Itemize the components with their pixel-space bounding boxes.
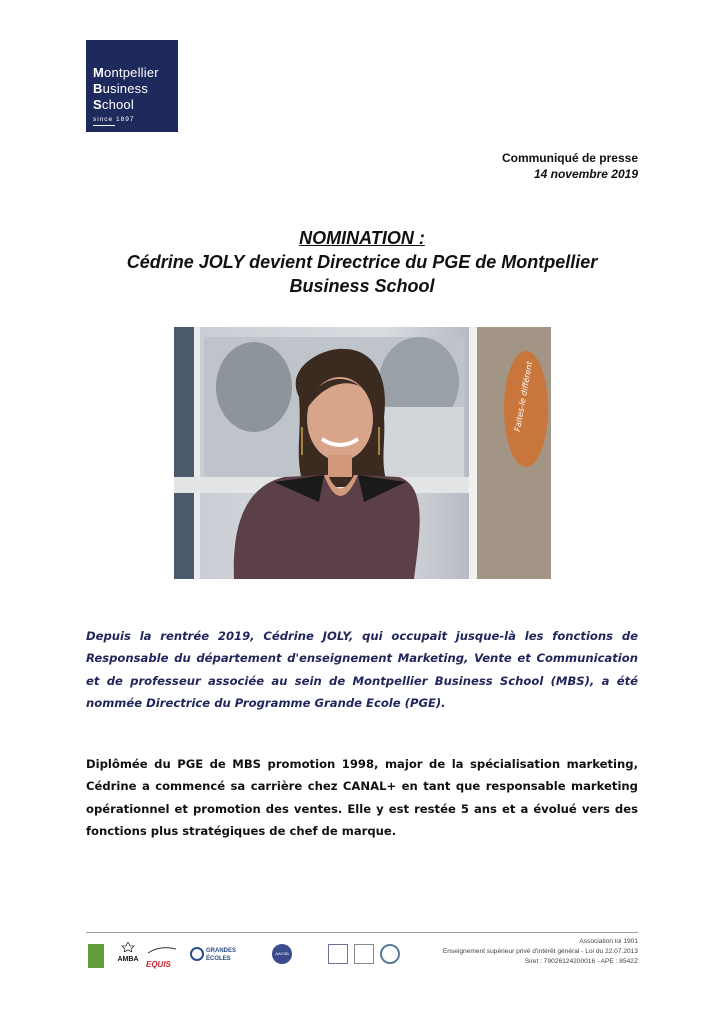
legal-line-2: Enseignement supérieur privé d'intérêt général - Loi du 22.07.2013 xyxy=(442,948,638,955)
legal-line-1: Association loi 1901 xyxy=(579,938,638,945)
logo-since: since 1897 xyxy=(93,116,135,123)
legal-line-3: Siret : 79026124200016 - APE : 8542Z xyxy=(524,958,638,965)
press-header xyxy=(502,150,638,182)
equis-logo xyxy=(146,942,180,968)
accreditation-logo-5 xyxy=(354,944,374,964)
title-line-3: Business School xyxy=(289,276,435,296)
intro-paragraph: Depuis la rentrée 2019, Cédrine JOLY, qui occupait jusque-là les fonctions de Responsable du département d'enseignement Marketing, Vente et Communication et de professeur associée au sein de Montpellier Business School (MBS), a été nommée Directrice du Programme Grande Ecole (PGE). xyxy=(86,628,638,711)
logo-line-3: School xyxy=(93,97,134,112)
accreditation-logo-6 xyxy=(380,944,400,964)
title-line-2: Cédrine JOLY devient Directrice du PGE de Montpellier xyxy=(126,252,598,272)
cge-emblem-icon xyxy=(190,947,204,961)
logo-underline xyxy=(93,125,115,126)
sign-text: Faites-le différent xyxy=(512,360,535,433)
equis-swoosh-icon xyxy=(146,943,180,955)
aacsb-logo: AACSB xyxy=(272,944,292,964)
cge-logo xyxy=(190,944,242,968)
portrait-photo xyxy=(174,327,551,579)
logo-line-2: Business xyxy=(93,81,149,96)
doc-date: 14 novembre 2019 xyxy=(533,167,638,181)
cge-text-line-1: GRANDES xyxy=(206,948,237,954)
career-paragraph: Diplômée du PGE de MBS promotion 1998, major de la spécialisation marketing, Cédrine a commencé sa carrière chez CANAL+ en tant que responsable marketing opérationnel et promotion des ventes. Elle y est restée 5 ans et a évolué vers des fonctions plus stratégiques de chef de marque. xyxy=(86,756,638,839)
amba-emblem-icon xyxy=(120,942,136,952)
title-line-1: NOMINATION : xyxy=(299,228,425,248)
legal-info xyxy=(443,937,638,967)
page-title xyxy=(80,226,644,298)
green-logo xyxy=(88,944,104,968)
doc-type: Communiqué de presse xyxy=(501,151,638,165)
amba-logo xyxy=(114,942,142,968)
footer-divider xyxy=(86,932,638,933)
amba-text: AMBA xyxy=(117,956,139,963)
equis-text: EQUIS xyxy=(146,960,171,969)
accreditation-logo-4 xyxy=(328,944,348,964)
mbs-logo xyxy=(86,40,178,132)
portrait-illustration xyxy=(174,327,551,579)
logo-line-1: Montpellier xyxy=(93,65,159,80)
cge-text-line-2: ÉCOLES xyxy=(206,956,231,962)
